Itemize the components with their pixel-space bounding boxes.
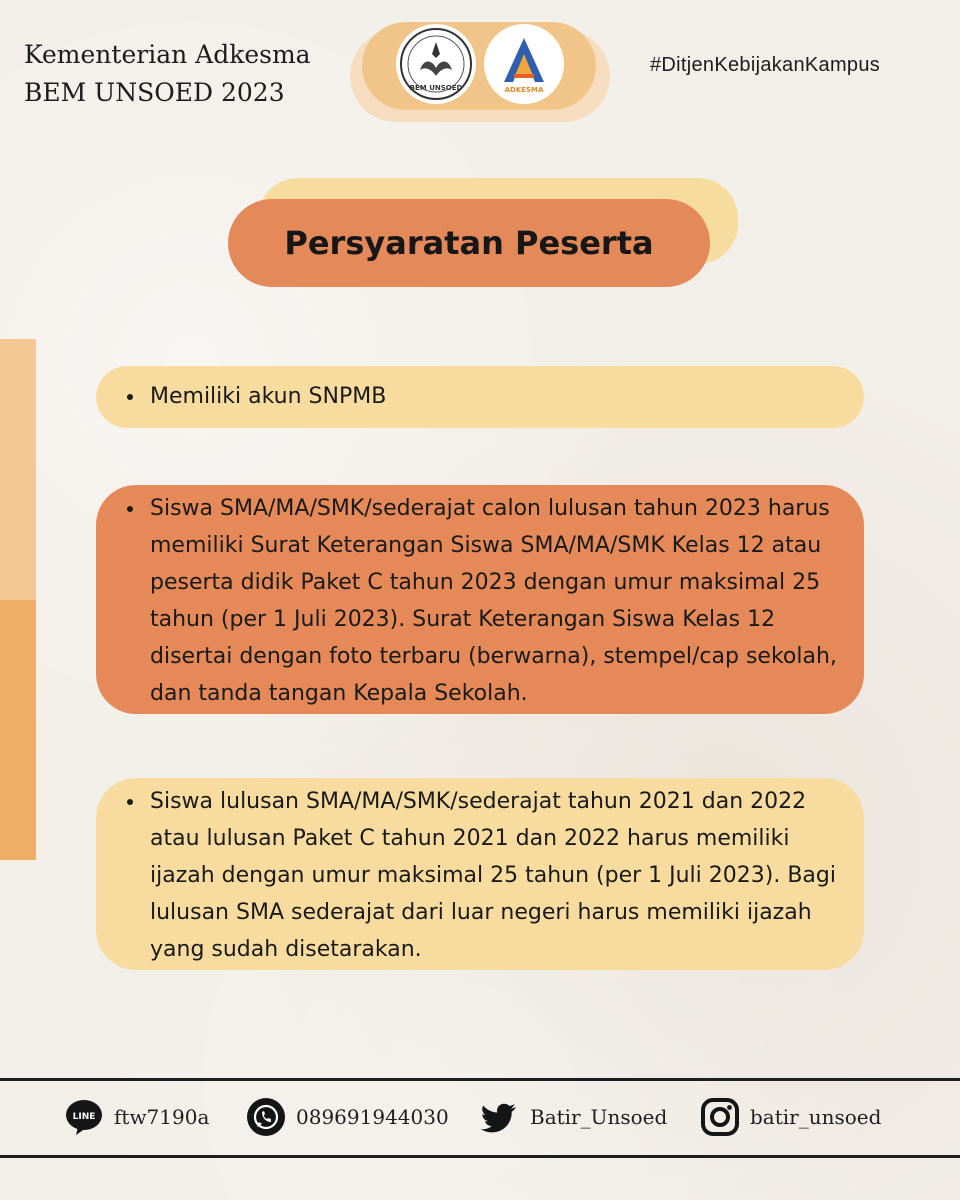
org-line-2: BEM UNSOED 2023 bbox=[24, 78, 285, 107]
page-title: Persyaratan Peserta bbox=[284, 224, 654, 262]
adkesma-logo bbox=[484, 24, 564, 104]
adkesma-logo-text: ADKESMA bbox=[504, 86, 544, 94]
bem-logo-text: BEM UNSOED bbox=[409, 84, 463, 92]
line-id: ftw7190a bbox=[114, 1105, 210, 1129]
footer-divider-top bbox=[0, 1078, 960, 1081]
contact-instagram[interactable] bbox=[700, 1096, 881, 1138]
contact-whatsapp[interactable] bbox=[246, 1096, 449, 1138]
line-icon-label: LINE bbox=[72, 1112, 96, 1122]
side-bar-light bbox=[0, 339, 36, 600]
instagram-handle: batir_unsoed bbox=[750, 1105, 882, 1129]
twitter-handle: Batir_Unsoed bbox=[530, 1105, 668, 1129]
whatsapp-icon bbox=[246, 1097, 286, 1137]
contact-twitter[interactable] bbox=[480, 1096, 667, 1138]
organization-name bbox=[24, 36, 311, 112]
requirement-item: • Siswa lulusan SMA/MA/SMK/sederajat tahun 2021 dan 2022 atau lulusan Paket C tahun 2021 dan 2022 harus memiliki ijazah dengan umur maksimal 25 tahun (per 1 Juli 2023). Bagi lulusan SMA sederajat dari luar negeri harus memiliki ijazah yang sudah disetarakan. bbox=[146, 783, 850, 968]
instagram-icon bbox=[700, 1097, 740, 1137]
requirement-card-2 bbox=[96, 485, 864, 714]
requirement-item: • Siswa SMA/MA/SMK/sederajat calon lulusan tahun 2023 harus memiliki Surat Keterangan Siswa SMA/MA/SMK Kelas 12 atau peserta didik Paket C tahun 2023 dengan umur maksimal 25 tahun (per 1 Juli 2023). Surat Keterangan Siswa Kelas 12 disertai dengan foto terbaru (berwarna), stempel/cap sekolah, dan tanda tangan Kepala Sekolah. bbox=[146, 490, 854, 712]
hashtag: #DitjenKebijakanKampus bbox=[650, 54, 881, 76]
side-bar-dark bbox=[0, 600, 36, 860]
org-line-1: Kementerian Adkesma bbox=[24, 40, 311, 69]
contact-line[interactable] bbox=[64, 1096, 209, 1138]
title-pill bbox=[228, 199, 710, 287]
bem-unsoed-logo bbox=[396, 24, 476, 104]
requirement-item: • Memiliki akun SNPMB bbox=[146, 378, 864, 415]
line-icon bbox=[64, 1097, 104, 1137]
footer-divider-bottom bbox=[0, 1155, 960, 1158]
requirement-card-3 bbox=[96, 778, 864, 970]
twitter-icon bbox=[480, 1097, 520, 1137]
whatsapp-number: 089691944030 bbox=[296, 1105, 449, 1129]
requirement-card-1 bbox=[96, 366, 864, 428]
